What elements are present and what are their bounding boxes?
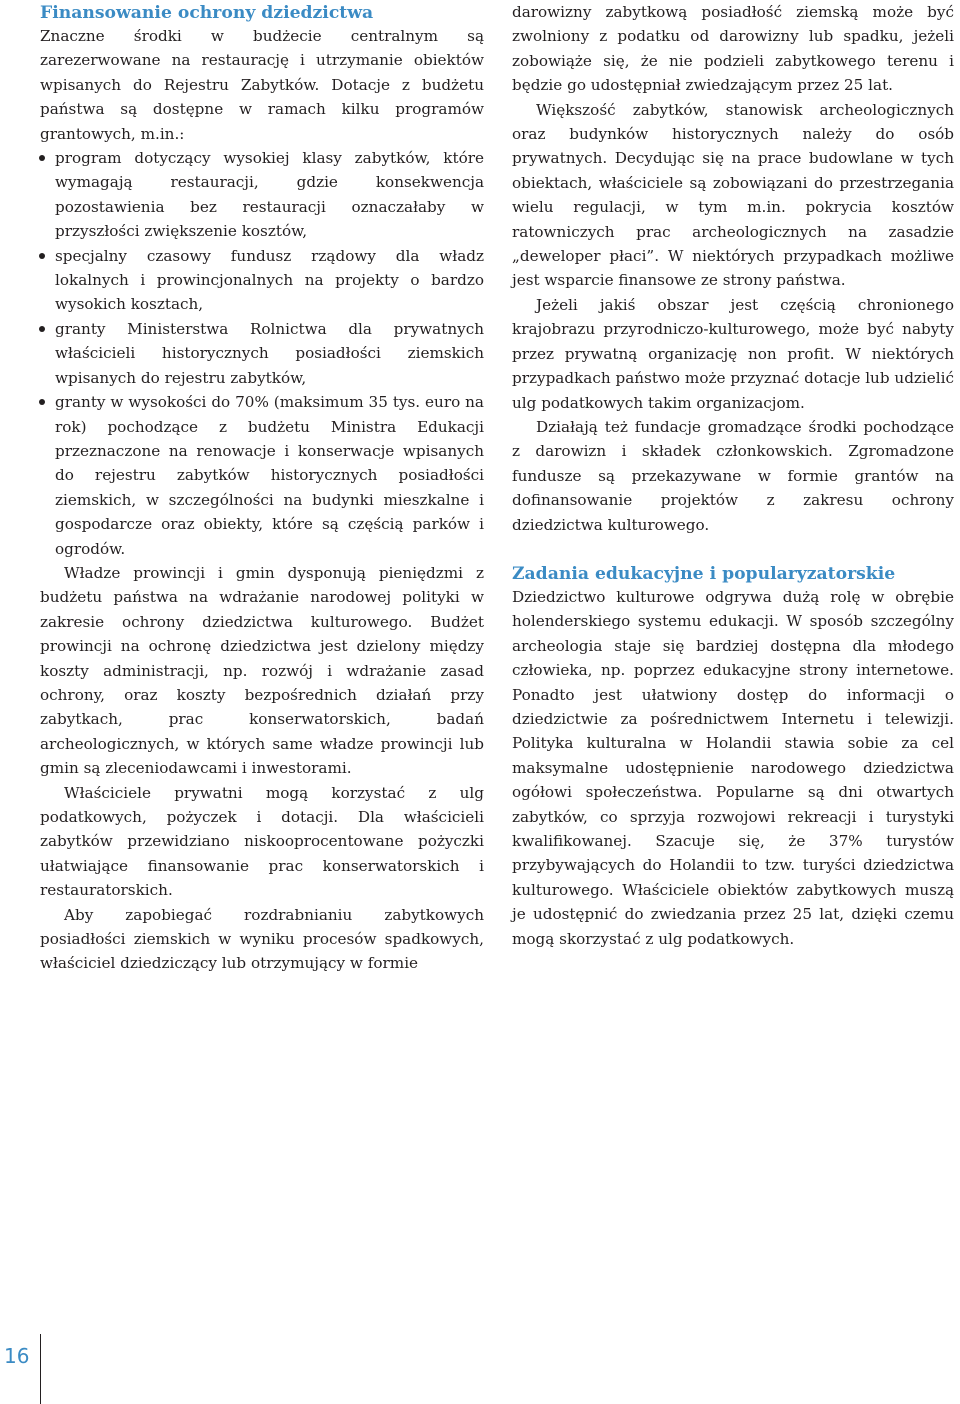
list-item-text: program dotyczący wysokiej klasy zabytków, które wymagają restauracji, gdzie konsekwencja pozostawienia bez restauracji oznaczałaby w przyszłości zwiększenie kosztów, bbox=[55, 149, 484, 241]
paragraph-education: Dziedzictwo kulturowe odgrywa dużą rolę w obrębie holenderskiego systemu edukacji. W sposób szczególny archeologia staje się bardziej dostępna dla młodego człowieka, np. poprzez edukacyjne strony internetowe. Ponadto jest ułatwiony dostęp do informacji o dziedzictwie za pośrednictwem Internetu i telewizji. Polityka kulturalna w Holandii stawia sobie za cel maksymalne udostępnienie narodowego dziedzictwa ogółowi społeczeństwa. Popularne są dni otwartych zabytków, co sprzyja rozwojowi rekreacji i turystyki kwalifikowanej. Szacuje się, że 37% turystów przybywających do Holandii to tzw. turyści dziedzictwa kulturowego. Właściciele obiektów zabytkowych muszą je udostępnić do zwiedzania przez 25 lat, dzięki czemu mogą skorzystać z ulg podatkowych. bbox=[512, 587, 954, 948]
bullet-icon bbox=[39, 253, 45, 259]
bullet-icon bbox=[39, 399, 45, 405]
intro-paragraph: Znaczne środki w budżecie centralnym są zarezerwowane na restaurację i utrzymanie obiektów wpisanych do Rejestru Zabytków. Dotacje z budżetu państwa są dostępne w ramach kilku programów grantowych, m.in.: bbox=[40, 27, 484, 143]
left-column bbox=[40, 0, 484, 976]
right-column bbox=[512, 0, 954, 951]
paragraph-provincial-funds: Władze prowincji i gmin dysponują pieniędzmi z budżetu państwa na wdrażanie narodowej polityki w zakresie ochrony dziedzictwa kulturowego. Budżet prowincji na ochronę dziedzictwa jest dzielony między koszty administracji, np. rozwój i wdrażanie zasad ochrony, oraz koszty bezpośrednich działań przy zabytkach, prac konserwatorskich, badań archeologicznych, w których same władze prowincji lub gmin są zleceniodawcami i inwestorami. bbox=[40, 563, 484, 778]
list-item-text: granty w wysokości do 70% (maksimum 35 tys. euro na rok) pochodzące z budżetu Ministra Edukacji przeznaczone na renowacje i konserwacje wpisanych do rejestru zabytków historycznych posiadłości ziemskich, w szczególności na budynki mieszkalne i gospodarcze oraz obiekty, które są częścią parków i ogrodów. bbox=[55, 393, 484, 558]
page-number: 16 bbox=[4, 1344, 30, 1368]
grant-programs-list bbox=[40, 146, 484, 561]
heading-education: Zadania edukacyjne i popularyzatorskie bbox=[512, 563, 896, 584]
list-item bbox=[40, 244, 484, 317]
list-item-text: specjalny czasowy fundusz rządowy dla władz lokalnych i prowincjonalnych na projekty o bardzo wysokich kosztach, bbox=[55, 246, 484, 314]
paragraph-private-ownership: Większość zabytków, stanowisk archeologicznych oraz budynków historycznych należy do osób prywatnych. Decydując się na prace budowlane w tych obiektach, właściciele są zobowiązani do przestrzegania wielu regulacji, w tym m.in. pokrycia kosztów ratowniczych prac archeologicznych na zasadzie „deweloper płaci”. W niektórych przypadkach możliwe jest wsparcie finansowe ze strony państwa. bbox=[512, 100, 954, 290]
list-item bbox=[40, 146, 484, 244]
bullet-icon bbox=[39, 326, 45, 332]
paragraph-private-owners: Właściciele prywatni mogą korzystać z ulg podatkowych, pożyczek i dotacji. Dla właścicieli zabytków przewidziano niskooprocentowane pożyczki ułatwiające finansowanie prac konserwatorskich i restauratorskich. bbox=[40, 783, 484, 900]
paragraph-inheritance: Aby zapobiegać rozdrabnianiu zabytkowych posiadłości ziemskich w wyniku procesów spadkowych, właściciel dziedziczący lub otrzymujący w formie bbox=[40, 905, 484, 973]
list-item bbox=[40, 390, 484, 561]
paragraph-continuation: darowizny zabytkową posiadłość ziemską może być zwolniony z podatku od darowizny lub spadku, jeżeli zobowiąże się, że nie podzieli zabytkowego terenu i będzie go udostępniał zwiedzającym przez 25 lat. bbox=[512, 3, 954, 95]
list-item-text: granty Ministerstwa Rolnictwa dla prywatnych właścicieli historycznych posiadłości ziemskich wpisanych do rejestru zabytków, bbox=[55, 319, 484, 387]
page-divider bbox=[40, 1334, 41, 1404]
bullet-icon bbox=[39, 155, 45, 161]
paragraph-landscape: Jeżeli jakiś obszar jest częścią chronionego krajobrazu przyrodniczo-kulturowego, może być nabyty przez prywatną organizację non profit. W niektórych przypadkach państwo może przyznać dotacje lub udzielić ulg podatkowych takim organizacjom. bbox=[512, 295, 954, 412]
list-item bbox=[40, 317, 484, 390]
heading-heritage-funding: Finansowanie ochrony dziedzictwa bbox=[40, 3, 374, 23]
paragraph-foundations: Działają też fundacje gromadzące środki pochodzące z darowizn i składek członkowskich. Zgromadzone fundusze są przekazywane w formie grantów na dofinansowanie projektów z zakresu ochrony dziedzictwa kulturowego. bbox=[512, 417, 954, 534]
